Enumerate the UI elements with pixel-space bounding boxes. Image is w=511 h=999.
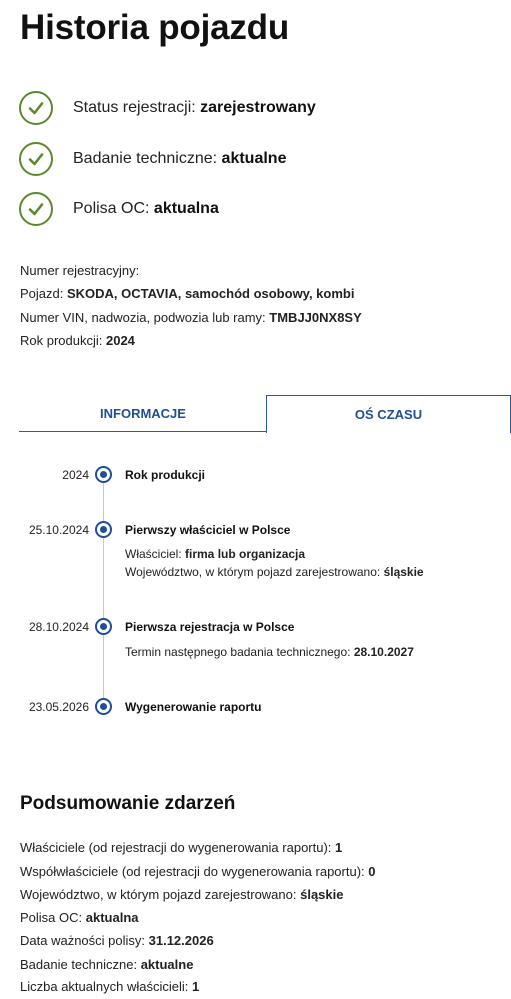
summary-label: Liczba aktualnych właścicieli: [20, 979, 192, 994]
vehicle-line [20, 286, 354, 301]
year-value: 2024 [105, 333, 135, 348]
status-value: zarejestrowany [200, 99, 316, 116]
summary-value: aktualna [85, 910, 139, 925]
status-label: Status rejestracji: [73, 99, 201, 116]
tab-informacje[interactable]: INFORMACJE [19, 395, 267, 432]
timeline-title: Rok produkcji [125, 468, 206, 482]
detail-label: Właściciel: [125, 547, 186, 561]
summary-value: 0 [368, 864, 376, 879]
summary-label: Data ważności polisy: [20, 933, 149, 948]
vehicle-label: Pojazd: [20, 286, 67, 301]
check-circle-icon [19, 91, 53, 125]
tab-os-czasu[interactable]: OŚ CZASU [266, 395, 511, 433]
summary-label: Badanie techniczne: [20, 957, 141, 972]
summary-item [20, 887, 343, 902]
summary-item [20, 910, 139, 925]
status-value: aktualna [153, 200, 219, 217]
status-registration [19, 90, 316, 126]
summary-item [20, 957, 193, 972]
vehicle-value: SKODA, OCTAVIA, samochód osobowy, kombi [66, 286, 355, 301]
year-label: Rok produkcji: [20, 333, 106, 348]
status-inspection [19, 141, 286, 177]
summary-label: Województwo, w którym pojazd zarejestrowano: [20, 887, 301, 902]
check-circle-icon [19, 192, 53, 226]
timeline-dot-icon [95, 466, 112, 483]
timeline-date: 23.05.2026 [28, 700, 89, 714]
summary-value: 31.12.2026 [148, 933, 214, 948]
check-circle-icon [19, 142, 53, 176]
timeline-date: 2024 [62, 468, 89, 482]
summary-item [20, 979, 199, 994]
summary-item [20, 933, 214, 948]
summary-value: aktualne [140, 957, 194, 972]
status-value: aktualne [221, 150, 287, 167]
summary-label: Właściciele (od rejestracji do wygenerowania raportu): [20, 840, 336, 855]
timeline-detail [125, 565, 424, 579]
detail-value: śląskie [383, 565, 424, 579]
status-insurance [19, 191, 219, 227]
summary-item [20, 864, 376, 879]
timeline-dot-icon [95, 698, 112, 715]
production-year-line [20, 333, 135, 348]
summary-label: Polisa OC: [20, 910, 86, 925]
timeline-date: 28.10.2024 [28, 620, 89, 634]
vin-label: Numer VIN, nadwozia, podwozia lub ramy: [20, 310, 270, 325]
timeline-line [103, 475, 104, 707]
summary-value: 1 [335, 840, 343, 855]
timeline-date: 25.10.2024 [28, 523, 89, 537]
summary-title: Podsumowanie zdarzeń [20, 793, 236, 814]
detail-label: Województwo, w którym pojazd zarejestrowano: [125, 565, 384, 579]
timeline-detail [125, 547, 305, 561]
page-title: Historia pojazdu [20, 8, 290, 47]
timeline-title: Pierwsza rejestracja w Polsce [125, 620, 295, 634]
status-label: Polisa OC: [73, 200, 154, 217]
summary-value: 1 [191, 979, 200, 994]
registration-number: Numer rejestracyjny: [20, 263, 140, 278]
timeline-detail [125, 645, 414, 659]
timeline-title: Wygenerowanie raportu [125, 700, 262, 714]
status-label: Badanie techniczne: [73, 150, 222, 167]
detail-label: Termin następnego badania technicznego: [125, 645, 354, 659]
vin-line [20, 310, 362, 325]
detail-value: firma lub organizacja [185, 547, 306, 561]
summary-item [20, 840, 342, 855]
tab-bar [0, 395, 511, 433]
timeline-dot-icon [95, 521, 112, 538]
summary-label: Współwłaściciele (od rejestracji do wygenerowania raportu): [20, 864, 369, 879]
detail-value: 28.10.2027 [353, 645, 414, 659]
timeline-dot-icon [95, 618, 112, 635]
summary-value: śląskie [300, 887, 344, 902]
vin-value: TMBJJ0NX8SY [269, 310, 362, 325]
timeline-title: Pierwszy właściciel w Polsce [125, 523, 291, 537]
